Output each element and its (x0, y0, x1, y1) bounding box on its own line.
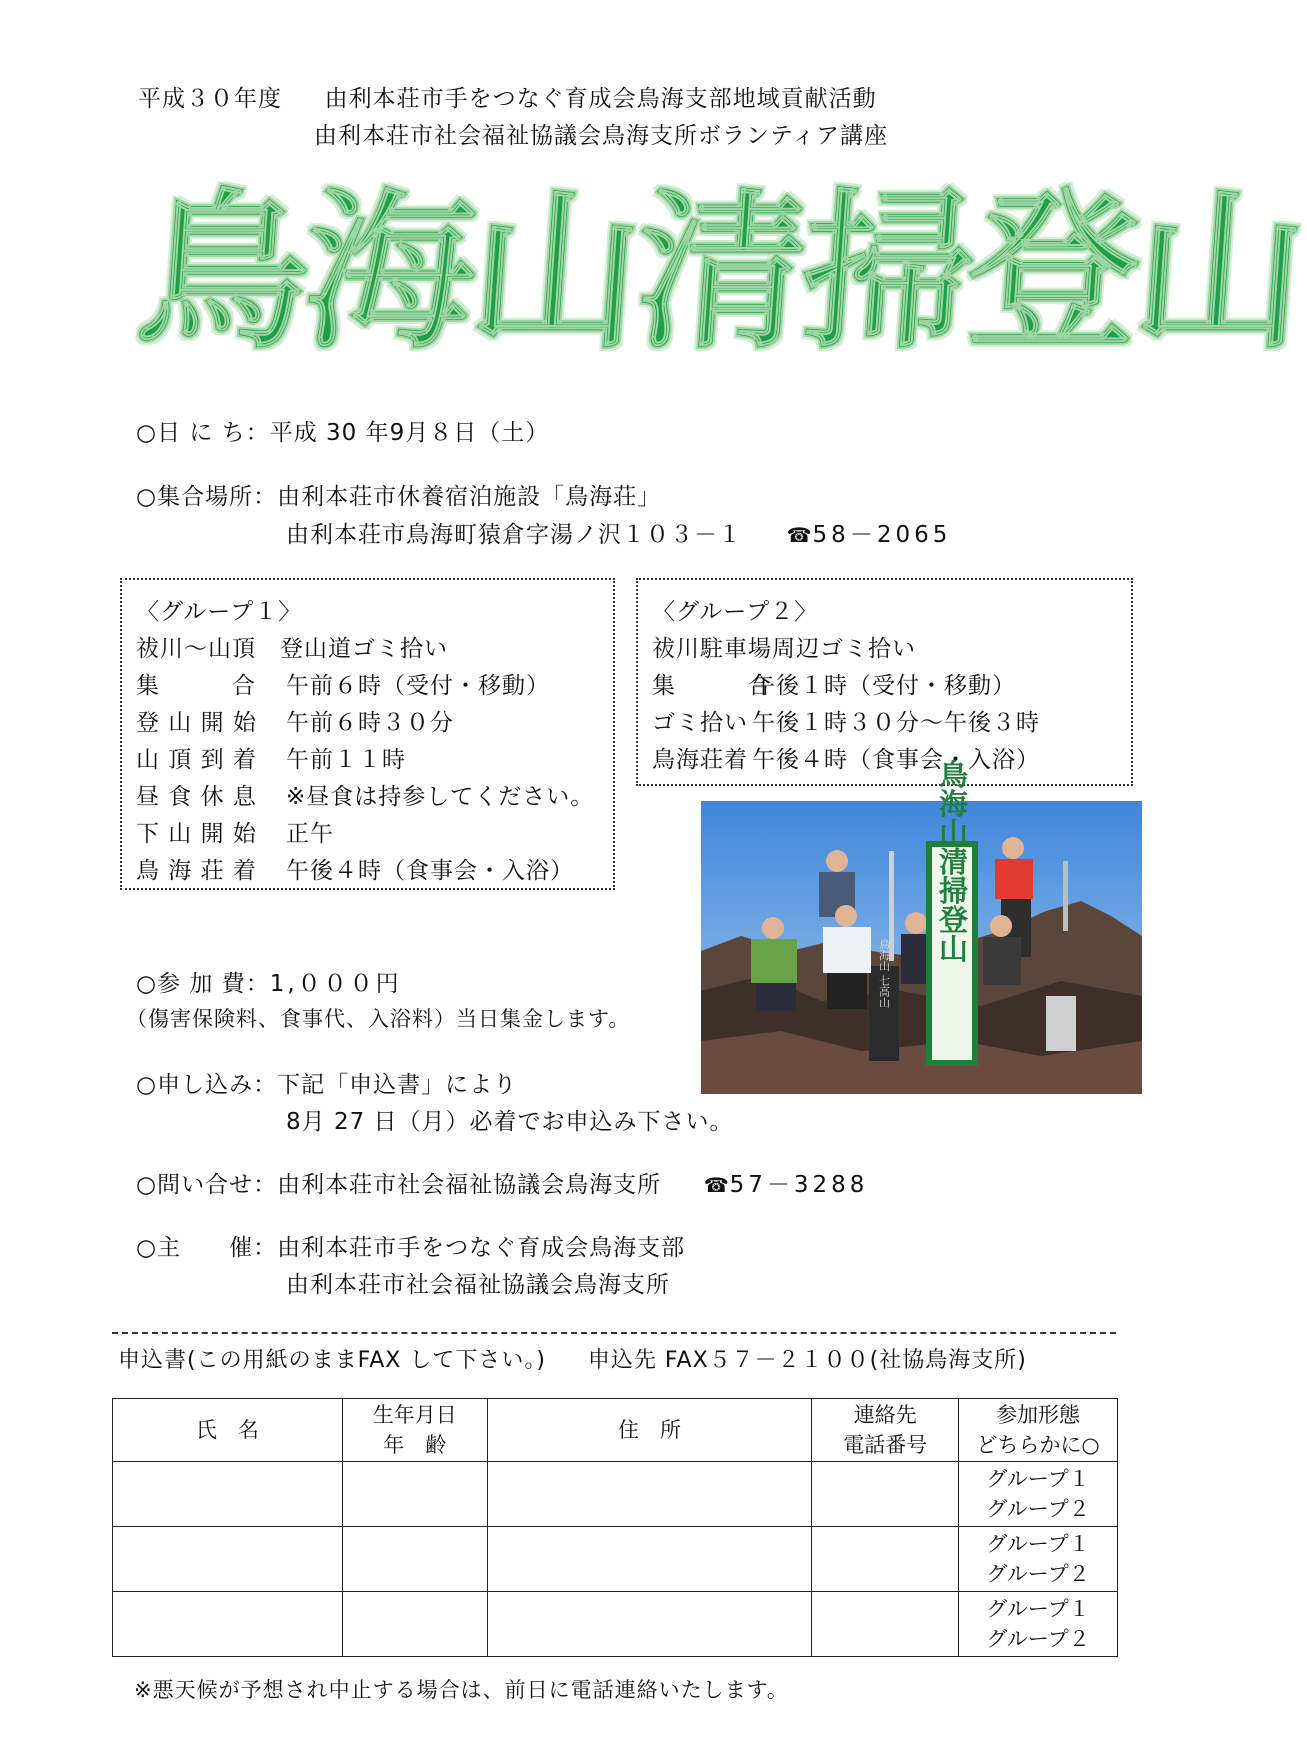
schedule-value: 午前６時（受付・移動） (286, 673, 550, 699)
group1-heading: 〈グループ１〉 (136, 599, 303, 625)
group-choice[interactable] (959, 1462, 1118, 1527)
group1-row (136, 778, 594, 811)
name-field[interactable] (113, 1462, 343, 1527)
host-row (136, 1229, 685, 1262)
title-char: 海 (297, 172, 478, 373)
group-choice[interactable] (959, 1527, 1118, 1592)
fee-label: ○参 加 費： (136, 971, 270, 997)
group1-row (136, 815, 334, 848)
title-char: 掃 (795, 172, 976, 373)
group2-route: 祓川駐車場周辺ゴミ拾い (652, 636, 916, 662)
header-org: 由利本荘市手をつなぐ育成会鳥海支部地域貢献活動 (324, 86, 877, 112)
header-contact (812, 1399, 959, 1462)
header-birth-l2: 年 齢 (383, 1433, 447, 1457)
meeting-place: 由利本荘市休養宿泊施設「鳥海荘」 (277, 484, 662, 510)
banner-text: 鳥海山清掃登山 (935, 759, 969, 963)
name-field[interactable] (113, 1527, 343, 1592)
group2-row (652, 667, 1016, 700)
group2-heading: 〈グループ２〉 (652, 599, 819, 625)
apply-line-1: 下記「申込書」により (277, 1072, 518, 1098)
schedule-value: 午後１時３０分～午後３時 (752, 710, 1040, 736)
group1-row (136, 741, 406, 774)
cut-line (112, 1332, 1116, 1334)
schedule-value: 午前６時３０分 (286, 710, 454, 736)
inquiry-row (136, 1166, 868, 1199)
address-field[interactable] (487, 1592, 812, 1657)
schedule-label: 集 合 (136, 673, 256, 699)
group-choice[interactable] (959, 1592, 1118, 1657)
choice-group2[interactable]: グループ２ (986, 1627, 1090, 1651)
group2-box (636, 578, 1133, 786)
header-type (959, 1399, 1118, 1462)
form-caption (118, 1343, 1027, 1374)
header-address: 住 所 (487, 1399, 812, 1462)
table-row (113, 1592, 1118, 1657)
header-contact-l2: 電話番号 (843, 1433, 928, 1457)
telephone-icon: ☎ (786, 523, 813, 547)
schedule-value: 午後１時（受付・移動） (752, 673, 1016, 699)
meeting-row (136, 478, 661, 511)
date-value: 平成 30 年9月８日（土） (269, 420, 550, 446)
phone-field[interactable] (812, 1527, 959, 1592)
form-caption-right: 申込先 FAX５７－２１００(社協鳥海支所) (587, 1348, 1027, 1373)
name-field[interactable] (113, 1592, 343, 1657)
inquiry-label: ○問い合せ： (136, 1172, 278, 1198)
schedule-label: 集 合 (652, 673, 772, 699)
schedule-label: 昼 食 休 息 (136, 784, 257, 810)
schedule-label: 下 山 開 始 (136, 821, 257, 847)
title-char: 山 (1127, 172, 1307, 373)
application-form (112, 1398, 1118, 1657)
schedule-label: 鳥 海 荘 着 (136, 858, 257, 884)
schedule-value: 正午 (286, 821, 334, 847)
schedule-value: ※昼食は持参してください。 (286, 784, 595, 810)
choice-group2[interactable]: グループ２ (986, 1497, 1090, 1521)
title-char: 山 (463, 172, 644, 373)
title-char: 清 (629, 172, 810, 373)
telephone-icon: ☎ (703, 1173, 730, 1197)
apply-line-2: 8月 27 日（月）必着でお申込み下さい。 (286, 1109, 734, 1135)
host-label: ○主 催： (136, 1235, 278, 1261)
host-line-2: 由利本荘市社会福祉協議会鳥海支所 (286, 1272, 670, 1298)
title-char: 登 (961, 172, 1142, 373)
header-type-l2: どちらかに○ (976, 1433, 1100, 1457)
date-row (136, 414, 549, 447)
birth-field[interactable] (342, 1527, 487, 1592)
meeting-phone: 58－2065 (812, 522, 952, 548)
date-label: ○日 に ち： (136, 420, 270, 446)
inquiry-value: 由利本荘市社会福祉協議会鳥海支所 (277, 1172, 662, 1198)
table-row (113, 1527, 1118, 1592)
inquiry-phone: 57－3288 (729, 1172, 869, 1198)
header-birth-l1: 生年月日 (372, 1403, 457, 1427)
form-header-row (113, 1399, 1118, 1462)
header-line-2: 由利本荘市社会福祉協議会鳥海支所ボランティア講座 (314, 123, 889, 149)
schedule-label: 山 頂 到 着 (136, 747, 257, 773)
group1-row (136, 852, 574, 885)
header-line-1 (138, 80, 877, 113)
fee-note: （傷害保険料、食事代、入浴料）当日集金します。 (126, 1007, 631, 1031)
birth-field[interactable] (342, 1592, 487, 1657)
header-year: 平成３０年度 (138, 86, 282, 112)
birth-field[interactable] (342, 1462, 487, 1527)
schedule-label: ゴミ拾い (652, 710, 748, 736)
group1-box (120, 578, 615, 890)
schedule-label: 登 山 開 始 (136, 710, 257, 736)
group1-route: 祓川～山頂 登山道ゴミ拾い (136, 636, 448, 662)
header-contact-l1: 連絡先 (853, 1403, 917, 1427)
host-line-1: 由利本荘市手をつなぐ育成会鳥海支部 (277, 1235, 686, 1261)
fee-row (136, 965, 402, 998)
title-char: 鳥 (131, 172, 312, 373)
choice-group1[interactable]: グループ１ (986, 1467, 1090, 1491)
choice-group1[interactable]: グループ１ (986, 1597, 1090, 1621)
group1-row (136, 667, 550, 700)
schedule-label: 鳥海荘着 (652, 747, 748, 773)
header-birth (342, 1399, 487, 1462)
meeting-label: ○集合場所： (136, 484, 278, 510)
schedule-value: 午後４時（食事会・入浴） (752, 747, 1040, 773)
address-field[interactable] (487, 1462, 812, 1527)
schedule-value: 午後４時（食事会・入浴） (286, 858, 574, 884)
header-type-l1: 参加形態 (996, 1403, 1081, 1427)
fee-value: 1,０００円 (269, 971, 402, 997)
address-field[interactable] (487, 1527, 812, 1592)
page-title (131, 168, 1307, 378)
table-row (113, 1462, 1118, 1527)
group1-row (136, 704, 454, 737)
phone-field[interactable] (812, 1462, 959, 1527)
choice-group1[interactable]: グループ１ (986, 1532, 1090, 1556)
meeting-address: 由利本荘市鳥海町猿倉字湯ノ沢１０３－１ (286, 522, 742, 548)
header-name: 氏 名 (113, 1399, 343, 1462)
schedule-value: 午前１１時 (286, 747, 406, 773)
footnote: ※悪天候が予想され中止する場合は、前日に電話連絡いたします。 (134, 1678, 789, 1702)
form-caption-left: 申込書(この用紙のままFAX して下さい。) (118, 1348, 546, 1373)
meeting-address-row (286, 516, 951, 549)
group2-row (652, 704, 1040, 737)
group2-row (652, 741, 1040, 774)
apply-row (136, 1066, 517, 1099)
apply-label: ○申し込み： (136, 1072, 278, 1098)
phone-field[interactable] (812, 1592, 959, 1657)
choice-group2[interactable]: グループ２ (986, 1562, 1090, 1586)
marker-text: 鳥海山 七高山 (877, 938, 891, 1008)
